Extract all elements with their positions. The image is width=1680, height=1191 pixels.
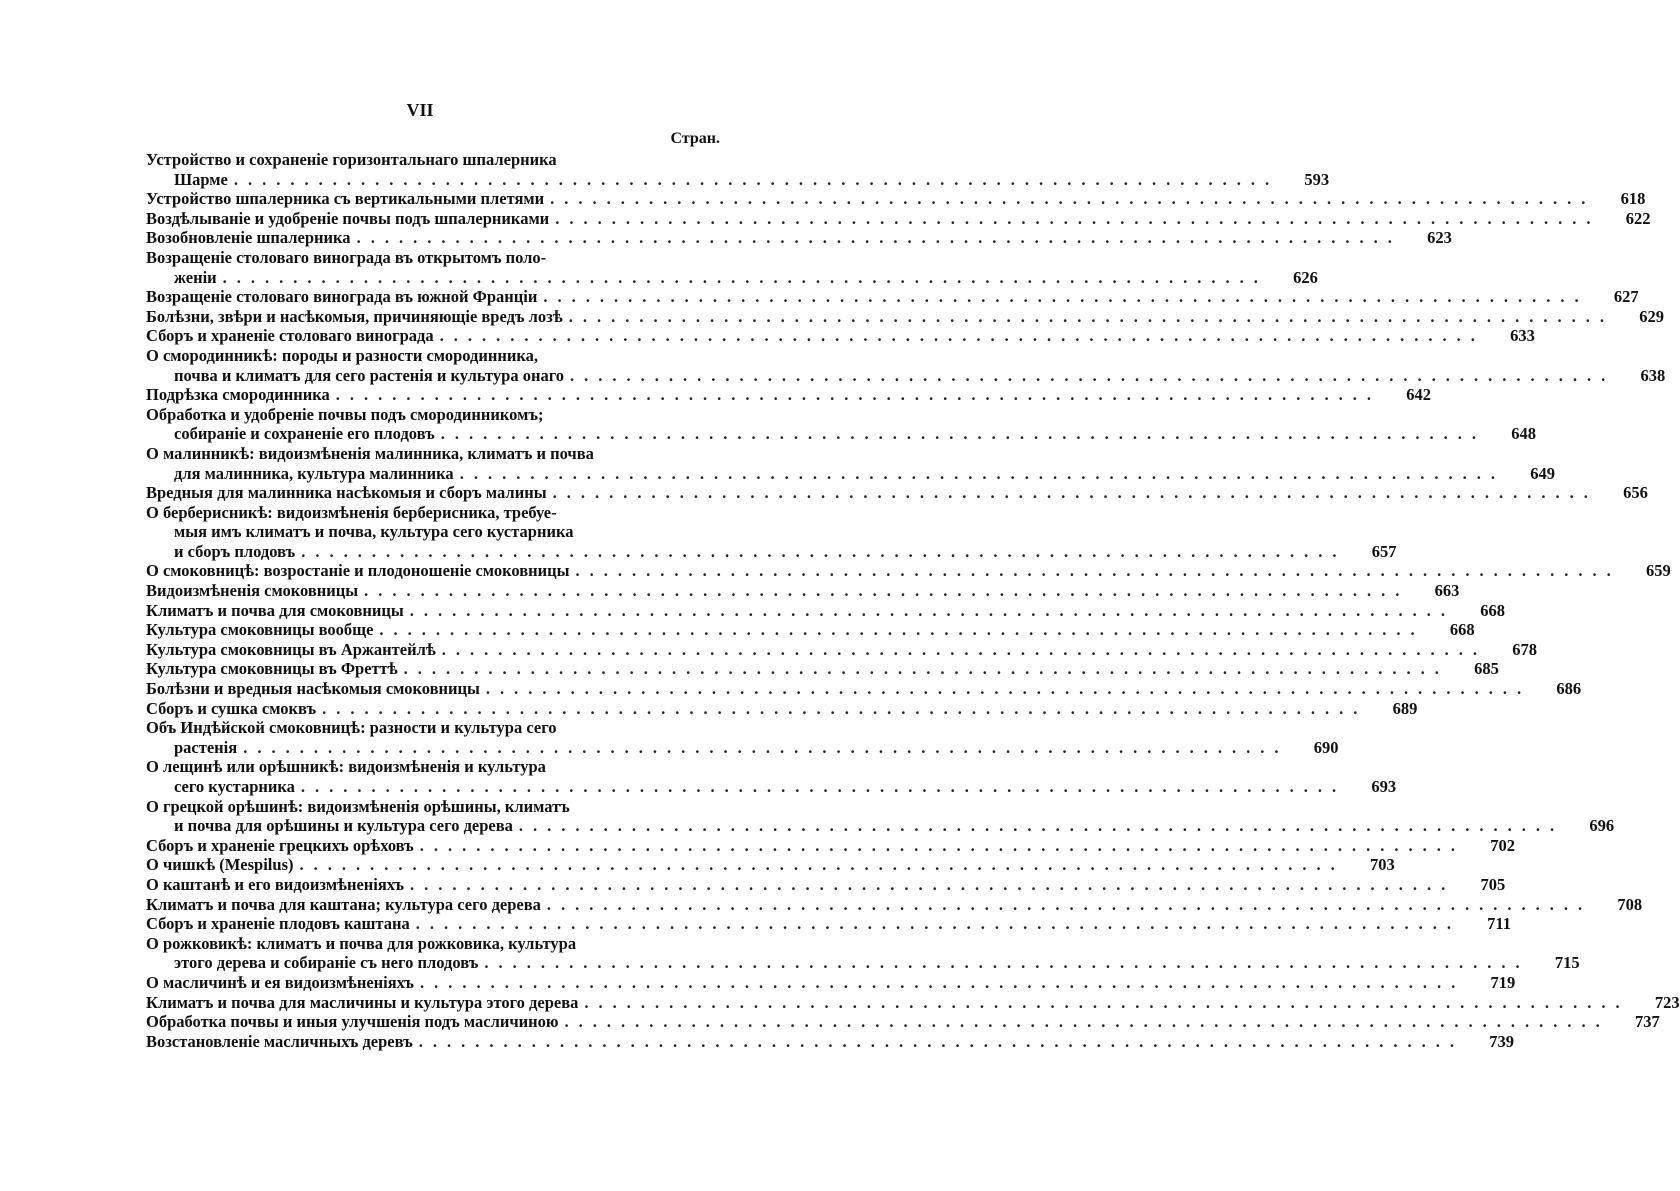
toc-entry: [146, 874, 1506, 895]
toc-entry-line: [146, 287, 1639, 307]
toc-entry-title: мыя имъ климатъ и почва, культура сего кустарника: [174, 522, 574, 542]
toc-entry-title: для малинника, культура малинника: [174, 463, 454, 483]
toc-entry-page: 648: [1511, 424, 1537, 444]
toc-entry-title: Устройство и сохраненіе горизонтальнаго шпалерника: [146, 150, 557, 169]
toc-entry-title: Климатъ и почва для масличины и культура этого дерева: [146, 992, 579, 1012]
toc-entry-line: [146, 992, 1680, 1013]
dot-leader: ..........................................................................: [419, 835, 1466, 855]
toc-entry-page: 629: [1639, 306, 1664, 326]
toc-entry-page: 649: [1530, 463, 1555, 483]
toc-entry-title: О берберисникѣ: видоизмѣненія берберисника, требуе-: [146, 502, 557, 522]
toc-entry: [146, 914, 1511, 934]
toc-entry-line: [146, 228, 1452, 248]
page-column-header: Стран.: [670, 130, 720, 147]
toc-entry-line: [146, 424, 1537, 444]
toc-entry-page: 659: [1646, 561, 1671, 581]
table-of-contents: [146, 150, 1680, 1051]
toc-entry-line: [146, 326, 1535, 346]
toc-entry: [146, 1031, 1514, 1052]
toc-entry-line: [146, 835, 1516, 856]
dot-leader: ..........................................................................: [403, 659, 1449, 679]
dot-leader: ..........................................................................: [518, 816, 1565, 836]
toc-entry-page: 689: [1392, 698, 1418, 718]
toc-entry-title: Шарме: [174, 169, 228, 189]
toc-entry-page: 703: [1370, 855, 1395, 875]
toc-entry-page: 678: [1512, 639, 1537, 659]
dot-leader: ..........................................................................: [322, 698, 1368, 718]
dot-leader: ..........................................................................: [441, 639, 1487, 659]
toc-entry-title: Обработка почвы и иныя улучшенія подъ масличиною: [146, 1012, 559, 1032]
toc-entry: [146, 287, 1639, 307]
toc-entry-page: 656: [1623, 483, 1648, 503]
toc-entry-title: Сборъ и храненіе плодовъ каштана: [146, 914, 410, 934]
toc-entry: [146, 150, 1330, 189]
toc-entry-title: сего кустарника: [174, 777, 295, 796]
toc-entry-title: О грецкой орѣшинѣ: видоизмѣненія орѣшины, климатъ: [146, 796, 570, 816]
toc-entry: [146, 189, 1646, 209]
dot-leader: ..........................................................................: [233, 169, 1280, 189]
toc-entry-title: Вредныя для малинника насѣкомыя и сборъ малины: [146, 483, 547, 503]
toc-entry: [146, 502, 1397, 562]
toc-entry: [146, 855, 1395, 875]
toc-entry-line: [146, 150, 720, 170]
toc-entry: [146, 933, 1580, 973]
toc-entry-line: [146, 698, 1418, 719]
toc-entry-page: 638: [1640, 365, 1666, 385]
toc-entry-title: Культура смоковницы вообще: [146, 620, 374, 640]
toc-entry: [146, 835, 1516, 856]
dot-leader: ..........................................................................: [459, 463, 1505, 483]
toc-entry: [146, 992, 1680, 1013]
toc-entry: [146, 483, 1648, 503]
toc-entry: [146, 581, 1460, 601]
toc-entry-line: [146, 581, 1460, 601]
toc-entry-title: О масличинѣ и ея видоизмѣненіяхъ: [146, 972, 414, 992]
toc-entry-title: Климатъ и почва для каштана; культура сего дерева: [146, 894, 541, 914]
toc-entry-page: 668: [1480, 600, 1506, 620]
dot-leader: ..........................................................................: [299, 855, 1345, 875]
toc-entry-line: [146, 444, 720, 464]
toc-entry: [146, 208, 1651, 229]
toc-entry-title: Болѣзни и вредныя насѣкомыя смоковницы: [146, 679, 480, 699]
toc-entry-page: 705: [1480, 874, 1506, 894]
toc-entry-page: 633: [1510, 326, 1535, 346]
toc-entry-page: 668: [1449, 620, 1475, 640]
toc-entry-line: [146, 816, 1615, 836]
toc-entry-title: Возобновленіе шпалерника: [146, 228, 351, 248]
dot-leader: ..........................................................................: [439, 326, 1485, 346]
toc-entry-line: [146, 914, 1511, 934]
dot-leader: ..........................................................................: [243, 737, 1289, 757]
dot-leader: ..........................................................................: [222, 267, 1268, 287]
toc-entry-title: Устройство шпалерника съ вертикальными плетями: [146, 189, 545, 209]
toc-entry-line: [146, 561, 1671, 581]
dot-leader: ..........................................................................: [410, 874, 1456, 894]
toc-entry-line: [146, 797, 720, 817]
toc-entry-page: 657: [1371, 541, 1397, 561]
toc-entry: [146, 698, 1418, 719]
toc-entry-line: [146, 385, 1431, 405]
toc-entry: [146, 972, 1516, 993]
toc-entry-line: [146, 659, 1499, 679]
toc-entry-title: растенія: [174, 737, 238, 757]
toc-entry-page: 642: [1406, 385, 1431, 405]
dot-leader: ..........................................................................: [484, 953, 1530, 973]
toc-entry-line: [146, 483, 1648, 503]
toc-entry-line: [146, 463, 1555, 484]
dot-leader: ..........................................................................: [575, 561, 1621, 581]
toc-entry-line: [146, 365, 1666, 386]
toc-entry-page: 711: [1487, 914, 1511, 934]
toc-entry-title: Возращеніе столоваго винограда въ южной Франціи: [146, 287, 538, 307]
dot-leader: ..........................................................................: [485, 679, 1532, 699]
dot-leader: ..........................................................................: [335, 385, 1381, 405]
toc-entry: [146, 247, 1318, 287]
toc-entry-page: 702: [1490, 835, 1516, 855]
toc-entry-page: 739: [1489, 1031, 1514, 1051]
toc-entry-line: [146, 503, 720, 523]
dot-leader: ..........................................................................: [543, 287, 1589, 307]
dot-leader: ..........................................................................: [552, 483, 1598, 503]
toc-entry-page: 719: [1490, 972, 1516, 992]
toc-entry-title: О малинникѣ: видоизмѣненія малинника, климатъ и почва: [146, 443, 594, 463]
toc-entry-title: Сборъ и храненіе столоваго винограда: [146, 326, 434, 346]
toc-entry-title: Возращеніе столоваго винограда въ открытомъ поло-: [146, 247, 547, 267]
toc-entry: [146, 718, 1339, 757]
toc-entry-title: Видоизмѣненія смоковницы: [146, 581, 359, 601]
toc-entry-title: женіи: [174, 267, 217, 287]
dot-leader: ..........................................................................: [301, 541, 1347, 561]
toc-entry: [146, 600, 1506, 621]
toc-entry-line: [146, 874, 1506, 895]
toc-entry: [146, 404, 1537, 444]
toc-entry-title: собираніе и сохраненіе его плодовъ: [174, 424, 435, 444]
toc-entry-line: [146, 679, 1582, 699]
toc-entry: [146, 757, 1397, 796]
toc-entry-page: 723: [1654, 992, 1680, 1012]
dot-leader: ..........................................................................: [555, 208, 1601, 228]
dot-leader: ..........................................................................: [564, 1012, 1610, 1032]
toc-entry-line: [146, 522, 720, 542]
toc-entry: [146, 620, 1475, 640]
toc-entry-title: О лещинѣ или орѣшникѣ: видоизмѣненія и культура: [146, 757, 546, 777]
toc-entry-title: Воздѣлываніе и удобреніе почвы подъ шпалерниками: [146, 208, 550, 228]
toc-entry-page: 737: [1635, 1012, 1660, 1032]
toc-entry-line: [146, 346, 720, 366]
toc-entry-title: Болѣзни, звѣри и насѣкомыя, причиняющіе вредъ лозѣ: [146, 306, 563, 326]
toc-entry-title: Объ Индѣйской смоковницѣ: разности и культура сего: [146, 718, 557, 738]
dot-leader: ..........................................................................: [415, 914, 1461, 934]
toc-entry: [146, 894, 1643, 915]
toc-entry-title: этого дерева и собираніе съ него плодовъ: [174, 953, 479, 973]
toc-entry-line: [146, 953, 1580, 973]
page-number: VII: [406, 100, 434, 120]
toc-entry-title: О каштанѣ и его видоизмѣненіяхъ: [146, 874, 405, 894]
toc-entry-line: [146, 248, 720, 268]
toc-entry-line: [146, 972, 1516, 993]
toc-entry-page: 686: [1556, 679, 1582, 699]
toc-entry-page: 618: [1620, 189, 1646, 209]
toc-entry-line: [146, 1012, 1660, 1032]
toc-entry: [146, 659, 1499, 679]
toc-entry-page: 690: [1313, 737, 1339, 757]
toc-entry-title: и сборъ плодовъ: [174, 541, 296, 561]
toc-entry-line: [146, 639, 1537, 660]
toc-entry-title: Культура смоковницы въ Аржантейлѣ: [146, 639, 436, 659]
dot-leader: ..........................................................................: [364, 581, 1410, 601]
toc-entry-line: [146, 777, 1397, 797]
toc-entry-line: [146, 405, 720, 425]
toc-entry-title: О рожковикѣ: климатъ и почва для рожковика, культура: [146, 933, 577, 953]
toc-entry-line: [146, 757, 720, 777]
toc-entry-line: [146, 737, 1339, 758]
dot-leader: ..........................................................................: [356, 228, 1402, 248]
toc-entry-line: [146, 1031, 1514, 1052]
toc-entry-line: [146, 934, 720, 954]
dot-leader: ..........................................................................: [379, 620, 1425, 640]
dot-leader: ..........................................................................: [546, 894, 1593, 914]
toc-entry-title: Сборъ и храненіе грецкихъ орѣховъ: [146, 835, 414, 855]
toc-entry: [146, 443, 1555, 483]
toc-entry-page: 696: [1589, 816, 1615, 836]
toc-entry-page: 627: [1613, 287, 1639, 307]
toc-entry-title: Культура смоковницы въ Фреттѣ: [146, 659, 398, 679]
toc-entry-line: [146, 169, 1330, 190]
toc-entry-title: Климатъ и почва для смоковницы: [146, 600, 404, 620]
toc-entry-line: [146, 600, 1506, 621]
toc-entry: [146, 306, 1664, 327]
toc-entry-title: О смородинникѣ: породы и разности смородинника,: [146, 345, 539, 365]
toc-entry-page: 708: [1617, 894, 1643, 914]
toc-entry-page: 623: [1427, 228, 1452, 248]
toc-entry-title: Сборъ и сушка смоквъ: [146, 698, 317, 718]
toc-entry-page: 593: [1304, 169, 1330, 189]
dot-leader: ..........................................................................: [568, 306, 1614, 326]
toc-entry-title: О смоковницѣ: возростаніе и плодоношеніе смоковницы: [146, 561, 570, 581]
dot-leader: ..........................................................................: [419, 972, 1466, 992]
toc-entry: [146, 796, 1615, 836]
toc-entry: [146, 385, 1431, 405]
toc-entry-title: и почва для орѣшины и культура сего дерева: [174, 816, 513, 836]
dot-leader: ..........................................................................: [550, 189, 1596, 209]
toc-entry-page: 663: [1434, 581, 1460, 601]
dot-leader: ..........................................................................: [440, 424, 1487, 444]
toc-entry-page: 622: [1625, 208, 1651, 228]
toc-entry-line: [146, 894, 1643, 915]
toc-entry-line: [146, 189, 1646, 209]
toc-entry-title: О чишкѣ (Mespilus): [146, 855, 294, 875]
toc-entry-line: [146, 267, 1318, 288]
toc-entry: [146, 639, 1537, 660]
toc-entry-line: [146, 306, 1664, 327]
toc-entry: [146, 561, 1671, 581]
toc-entry-page: 685: [1474, 659, 1499, 679]
toc-entry-line: [146, 208, 1651, 229]
toc-entry: [146, 228, 1452, 248]
dot-leader: ..........................................................................: [418, 1031, 1464, 1051]
toc-entry-title: Возстановленіе масличныхъ деревъ: [146, 1031, 413, 1051]
toc-entry: [146, 679, 1582, 699]
toc-entry-line: [146, 620, 1475, 640]
toc-entry-title: почва и климатъ для сего растенія и культура онаго: [174, 365, 565, 385]
toc-entry: [146, 1012, 1660, 1032]
toc-entry-line: [146, 855, 1395, 875]
toc-entry: [146, 345, 1666, 385]
toc-entry-line: [146, 718, 720, 738]
toc-entry-page: 693: [1371, 777, 1397, 796]
dot-leader: ..........................................................................: [584, 992, 1630, 1012]
toc-entry-title: Подрѣзка смородинника: [146, 385, 330, 405]
dot-leader: ..........................................................................: [409, 600, 1456, 620]
toc-entry-page: 626: [1293, 267, 1318, 287]
toc-entry-line: [146, 541, 1397, 562]
toc-entry-page: 715: [1554, 953, 1580, 973]
toc-entry: [146, 326, 1535, 346]
dot-leader: ..........................................................................: [300, 777, 1347, 796]
toc-entry-title: Обработка и удобреніе почвы подъ смородинникомъ;: [146, 404, 544, 424]
dot-leader: ..........................................................................: [570, 365, 1616, 385]
